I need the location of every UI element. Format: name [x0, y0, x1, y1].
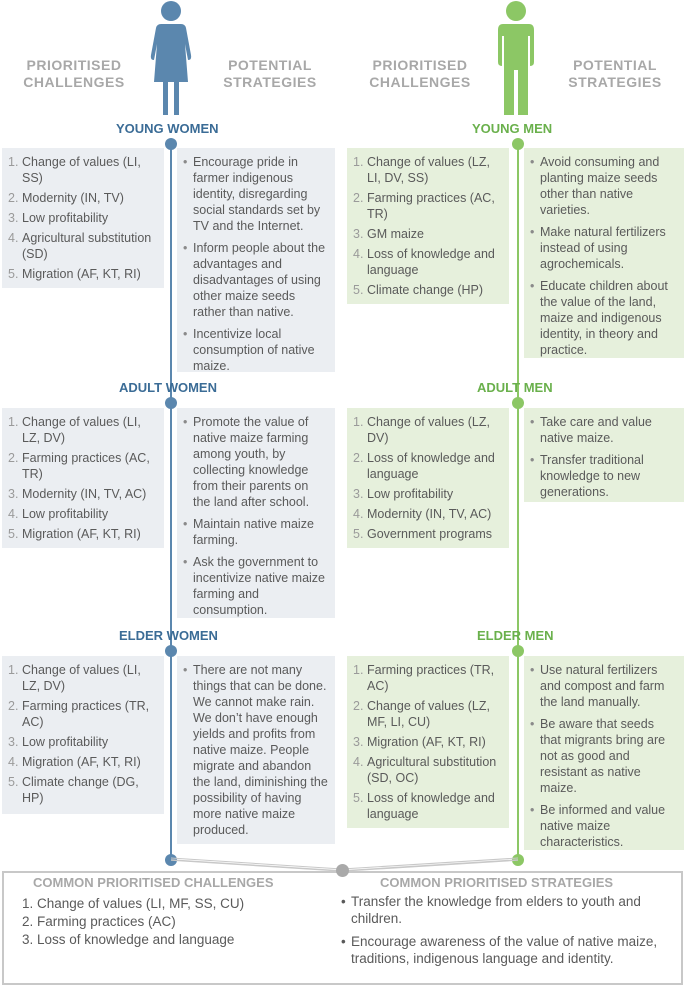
elder-women-challenges	[2, 656, 164, 814]
list-item: 3. Low profitability	[8, 735, 109, 749]
young-women-title: YOUNG WOMEN	[116, 121, 219, 136]
adult-men-node	[512, 397, 524, 409]
men-connector-line	[517, 140, 519, 860]
list-item: 1. Change of values (LI, LZ, DV)	[8, 415, 141, 445]
elder-women-strategies	[177, 656, 335, 844]
list-item: • Educate children about the value of the land, maize and indigenous identity, in theory and practice.	[530, 279, 668, 357]
list-item: 1. Change of values (LI, SS)	[8, 155, 141, 185]
list-item: • Encourage pride in farmer indigenous identity, disregarding social standards set by TV and the Internet.	[183, 155, 321, 233]
list-item: • Ask the government to incentivize native maize farming and consumption.	[183, 555, 326, 617]
list-item: 1. Farming practices (TR, AC)	[353, 663, 495, 693]
list-item: 2. Loss of knowledge and language	[353, 451, 495, 481]
elder-women-title: ELDER WOMEN	[119, 628, 218, 643]
list-item: 4. Agricultural substitution (SD)	[8, 231, 152, 261]
elder-men-node	[512, 645, 524, 657]
list-item: 2. Modernity (IN, TV)	[8, 191, 124, 205]
common-strategies-title: COMMON PRIORITISED STRATEGIES	[380, 875, 614, 890]
man-figure-icon	[494, 0, 538, 117]
elder-men-title: ELDER MEN	[477, 628, 554, 643]
common-strategies-list	[341, 893, 683, 967]
list-item: • Be aware that seeds that migrants bring are not as good and resistant as native maize.	[530, 717, 666, 795]
adult-men-challenges	[347, 408, 509, 548]
elder-men-strategies	[524, 656, 684, 850]
list-item: 3. Low profitability	[353, 487, 454, 501]
adult-women-title: ADULT WOMEN	[119, 380, 217, 395]
adult-men-title: ADULT MEN	[477, 380, 553, 395]
young-women-strategies	[177, 148, 335, 372]
list-item: 3. Migration (AF, KT, RI)	[353, 735, 486, 749]
list-item: 5. Migration (AF, KT, RI)	[8, 527, 141, 541]
list-item: 4. Migration (AF, KT, RI)	[8, 755, 141, 769]
list-item: • Inform people about the advantages and disadvantages of using other maize seeds rather than native.	[183, 241, 326, 319]
list-item: 1. Change of values (LI, MF, SS, CU)	[22, 896, 245, 911]
young-men-node	[512, 138, 524, 150]
list-item: 4. Agricultural substitution (SD, OC)	[353, 755, 497, 785]
list-item: 5. Climate change (DG, HP)	[8, 775, 139, 805]
list-item: 5. Migration (AF, KT, RI)	[8, 267, 141, 281]
list-item: 3. Loss of knowledge and language	[22, 932, 235, 947]
list-item: • Use natural fertilizers and compost and farm the land manually.	[530, 663, 665, 709]
list-item: 5. Climate change (HP)	[353, 283, 484, 297]
adult-women-strategies	[177, 408, 335, 618]
women-connector-line	[170, 140, 172, 860]
list-item: 4. Modernity (IN, TV, AC)	[353, 507, 492, 521]
list-item: 4. Low profitability	[8, 507, 109, 521]
list-item: 2. Farming practices (TR, AC)	[8, 699, 150, 729]
list-item: • Maintain native maize farming.	[183, 517, 314, 547]
list-item: • Take care and value native maize.	[530, 415, 652, 445]
list-item: 5. Loss of knowledge and language	[353, 791, 495, 821]
list-item: 5. Government programs	[353, 527, 493, 541]
elder-women-node	[165, 645, 177, 657]
list-item: 4. Loss of knowledge and language	[353, 247, 495, 277]
young-women-challenges	[2, 148, 164, 288]
list-item: 3. Low profitability	[8, 211, 109, 225]
list-item: 1. Change of values (LZ, DV)	[353, 415, 490, 445]
left-strategies-header: POTENTIAL STRATEGIES	[223, 57, 317, 90]
common-challenges-title: COMMON PRIORITISED CHALLENGES	[33, 875, 274, 890]
list-item: • Make natural fertilizers instead of using agrochemicals.	[530, 225, 666, 271]
list-item: • There are not many things that can be done. We cannot make rain. We don’t have enough yields and profits from native maize. People migrate and abandon the land, diminishing the possibility of having more native maize produced.	[183, 663, 328, 837]
woman-figure-icon	[145, 0, 197, 117]
list-item: • Promote the value of native maize farming among youth, by collecting knowledge from their parents on the land after school.	[183, 415, 310, 509]
young-women-node	[165, 138, 177, 150]
list-item: • Transfer traditional knowledge to new generations.	[530, 453, 644, 499]
right-challenges-header: PRIORITISED CHALLENGES	[369, 57, 471, 90]
list-item: • Be informed and value native maize characteristics.	[530, 803, 666, 849]
young-men-title: YOUNG MEN	[472, 121, 553, 136]
common-node	[336, 864, 349, 877]
list-item: 2. Change of values (LZ, MF, LI, CU)	[353, 699, 490, 729]
young-men-strategies	[524, 148, 684, 358]
adult-men-strategies	[524, 408, 684, 502]
list-item: 2. Farming practices (AC, TR)	[8, 451, 150, 481]
list-item: 3. GM maize	[353, 227, 424, 241]
list-item: • Incentivize local consumption of native maize.	[183, 327, 315, 373]
list-item: • Avoid consuming and planting maize seeds other than native varieties.	[530, 155, 660, 217]
elder-men-challenges	[347, 656, 509, 828]
adult-women-node	[165, 397, 177, 409]
list-item: 1. Change of values (LZ, LI, DV, SS)	[353, 155, 490, 185]
right-strategies-header: POTENTIAL STRATEGIES	[568, 57, 662, 90]
young-men-challenges	[347, 148, 509, 304]
list-item: • Transfer the knowledge from elders to youth and children.	[341, 894, 641, 926]
left-challenges-header: PRIORITISED CHALLENGES	[23, 57, 125, 90]
adult-women-challenges	[2, 408, 164, 548]
list-item: • Encourage awareness of the value of native maize, traditions, indigenous language and identity.	[341, 934, 658, 966]
list-item: 3. Modernity (IN, TV, AC)	[8, 487, 147, 501]
common-challenges-list	[22, 895, 322, 949]
list-item: 1. Change of values (LI, LZ, DV)	[8, 663, 141, 693]
list-item: 2. Farming practices (AC, TR)	[353, 191, 495, 221]
list-item: 2. Farming practices (AC)	[22, 914, 176, 929]
